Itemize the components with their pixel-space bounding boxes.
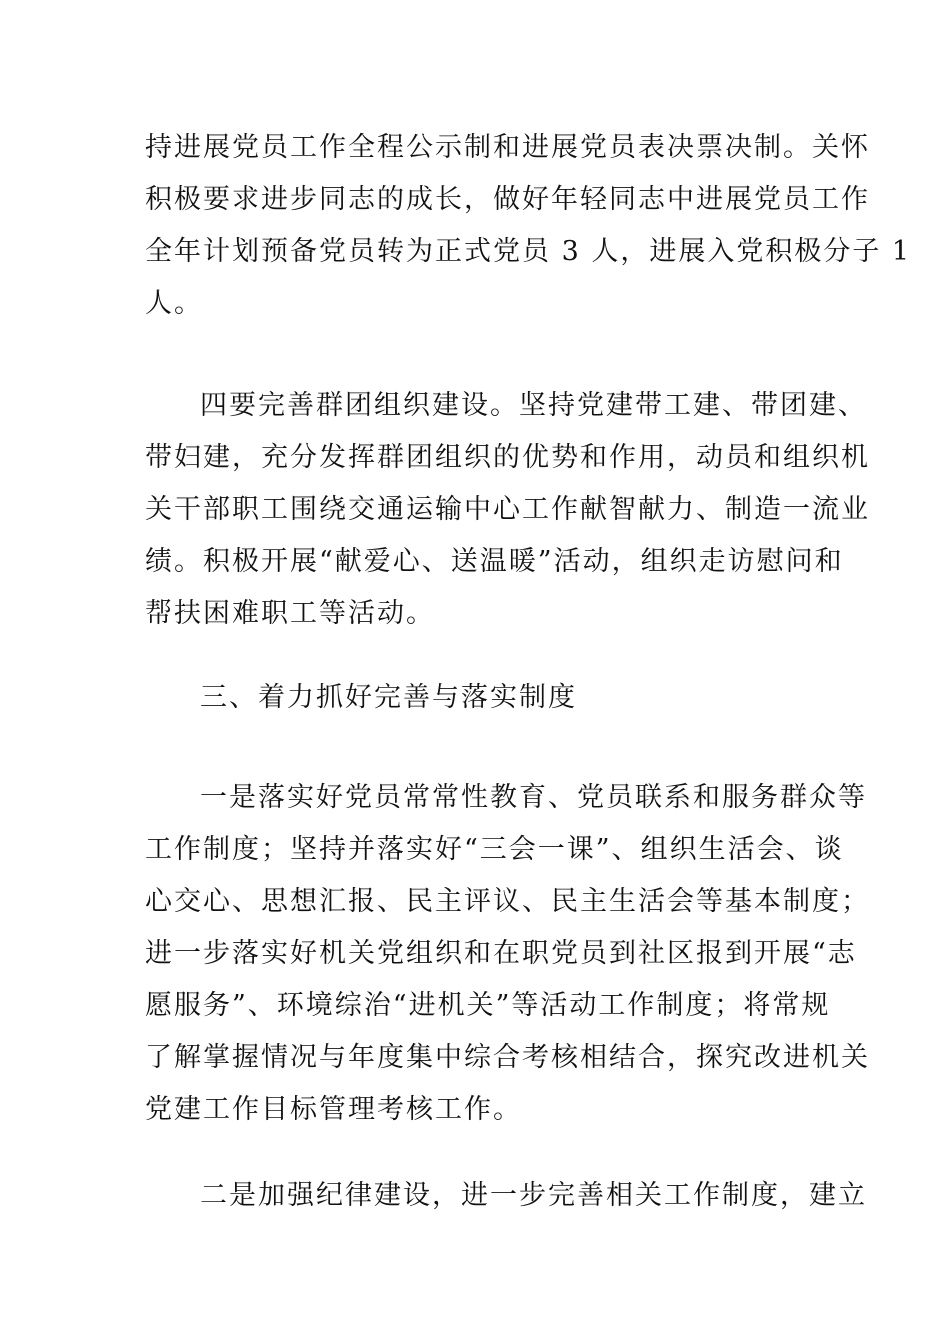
text-line: 工作制度；坚持并落实好“三会一课”、组织生活会、谈 [145, 834, 844, 865]
text-line: 二是加强纪律建设，进一步完善相关工作制度，建立 [200, 1180, 867, 1211]
text-line: 积极要求进步同志的成长，做好年轻同志中进展党员工作 [145, 184, 870, 215]
section-heading [145, 672, 815, 724]
text-line: 了解掌握情况与年度集中综合考核相结合，探究改进机关 [145, 1042, 870, 1073]
paragraph-party-member-development [145, 122, 912, 330]
text-line: 一是落实好党员常常性教育、党员联系和服务群众等 [200, 782, 867, 813]
text-line: 帮扶困难职工等活动。 [145, 598, 435, 629]
text-line: 愿服务”、环境综治“进机关”等活动工作制度；将常规 [145, 990, 831, 1021]
text-line: 人。 [145, 288, 203, 319]
paragraph-mass-organizations [145, 380, 870, 640]
paragraph-discipline [145, 1170, 867, 1222]
text-line: 持进展党员工作全程公示制和进展党员表决票决制。关怀 [145, 132, 870, 163]
text-line: 绩。积极开展“献爱心、送温暖”活动，组织走访慰问和 [145, 546, 844, 577]
text-line: 心交心、思想汇报、民主评议、民主生活会等基本制度； [145, 886, 870, 917]
text-line: 进一步落实好机关党组织和在职党员到社区报到开展“志 [145, 938, 857, 969]
text-line: 关干部职工围绕交通运输中心工作献智献力、制造一流业 [145, 494, 870, 525]
section-heading-text: 三、着力抓好完善与落实制度 [200, 682, 577, 713]
text-line: 四要完善群团组织建设。坚持党建带工建、带团建、 [200, 390, 867, 421]
paragraph-education-system [145, 772, 870, 1136]
text-line: 党建工作目标管理考核工作。 [145, 1094, 522, 1125]
text-line: 带妇建，充分发挥群团组织的优势和作用，动员和组织机 [145, 442, 870, 473]
text-line: 全年计划预备党员转为正式党员 3 人，进展入党积极分子 1 [145, 236, 912, 267]
